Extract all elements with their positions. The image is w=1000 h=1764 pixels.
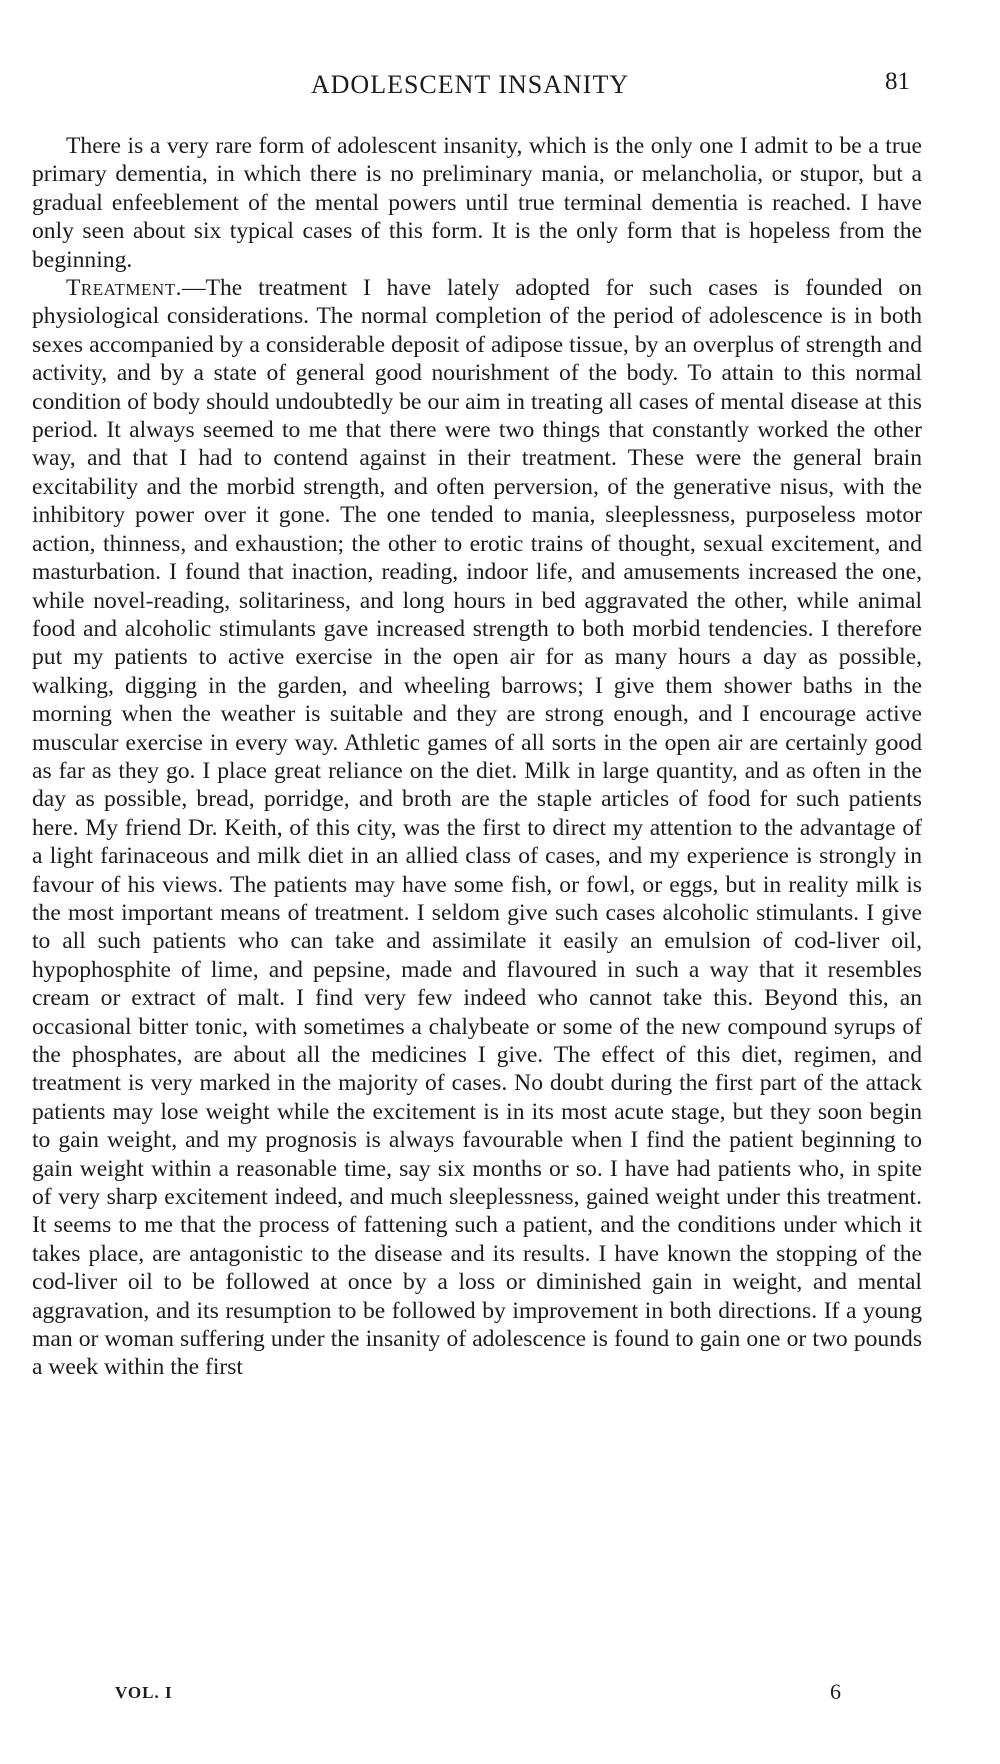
volume-signature: VOL. I (115, 1683, 173, 1702)
running-head (30, 70, 910, 110)
sheet-number: 6 (830, 1679, 841, 1704)
body-text (32, 132, 922, 1382)
paragraph-primary-dementia: There is a very rare form of adolescent insanity, which is the only one I admit to be a true primary dementia, in which there is no preliminary mania, or melancholia, or stupor, but a gradual enfeeblement of the mental powers until true terminal dementia is reached. I have only seen about six typical cases of this form. It is the only form that is hopeless from the beginning. (32, 133, 922, 273)
treatment-heading: Treatment. (66, 275, 182, 302)
treatment-text: —The treatment I have lately adopted for such cases is founded on physiological considerations. The normal completion of the period of adolescence is in both sexes accompanied by a considerable deposit of adipose tissue, by an overplus of strength and activity, and by a state of general good nourishment of the body. To attain to this normal condition of body should undoubtedly be our aim in treating all cases of mental disease at this period. It always seemed to me that there were two things that constantly worked the other way, and that I had to contend against in their treatment. These were the general brain excitability and the morbid strength, and often perversion, of the generative nisus, with the inhibitory power over it gone. The one tended to mania, sleeplessness, purposeless motor action, thinness, and exhaustion; the other to erotic trains of thought, sexual excitement, and masturbation. I found that inaction, reading, indoor life, and amusements increased the one, while novel-reading, solitariness, and long hours in bed aggravated the other, while animal food and alcoholic stimulants gave increased strength to both morbid tendencies. I therefore put my patients to active exercise in the open air for as many hours a day as possible, walking, digging in the garden, and wheeling barrows; I give them shower baths in the morning when the weather is suitable and they are strong enough, and I encourage active muscular exercise in every way. Athletic games of all sorts in the open air are certainly good as far as they go. I place great reliance on the diet. Milk in large quantity, and as often in the day as possible, bread, porridge, and broth are the staple articles of food for such patients here. My friend Dr. Keith, of this city, was the first to direct my attention to the advantage of a light farinaceous and milk diet in an allied class of cases, and my experience is strongly in favour of his views. The patients may have some fish, or fowl, or eggs, but in reality milk is the most important means of treatment. I seldom give such cases alcoholic stimulants. I give to all such patients who can take and assimilate it easily an emulsion of cod-liver oil, hypophosphite of lime, and pepsine, made and flavoured in such a way that it resembles cream or extract of malt. I find very few indeed who cannot take this. Beyond this, an occasional bitter tonic, with sometimes a chalybeate or some of the new compound syrups of the phosphates, are about all the medicines I give. The effect of this diet, regimen, and treatment is very marked in the majority of cases. No doubt during the first part of the attack patients may lose weight while the excitement is in its most acute stage, but they soon begin to gain weight, and my prognosis is always favourable when I find the patient beginning to gain weight within a reasonable time, say six months or so. I have had patients who, in spite of very sharp excitement indeed, and much sleeplessness, gained weight under this treatment. It seems to me that the process of fattening such a patient, and the conditions under which it takes place, are antagonistic to the disease and its results. I have known the stopping of the cod-liver oil to be followed at once by a loss or diminished gain in weight, and mental aggravation, and its resumption to be followed by improvement in both directions. If a young man or woman suffering under the insanity of adolescence is found to gain one or two pounds a week within the first (32, 275, 922, 1381)
running-title: ADOLESCENT INSANITY (310, 70, 630, 99)
page-number: 81 (885, 68, 910, 95)
page-footer (0, 1679, 1000, 1713)
paragraph-treatment (32, 274, 922, 1382)
